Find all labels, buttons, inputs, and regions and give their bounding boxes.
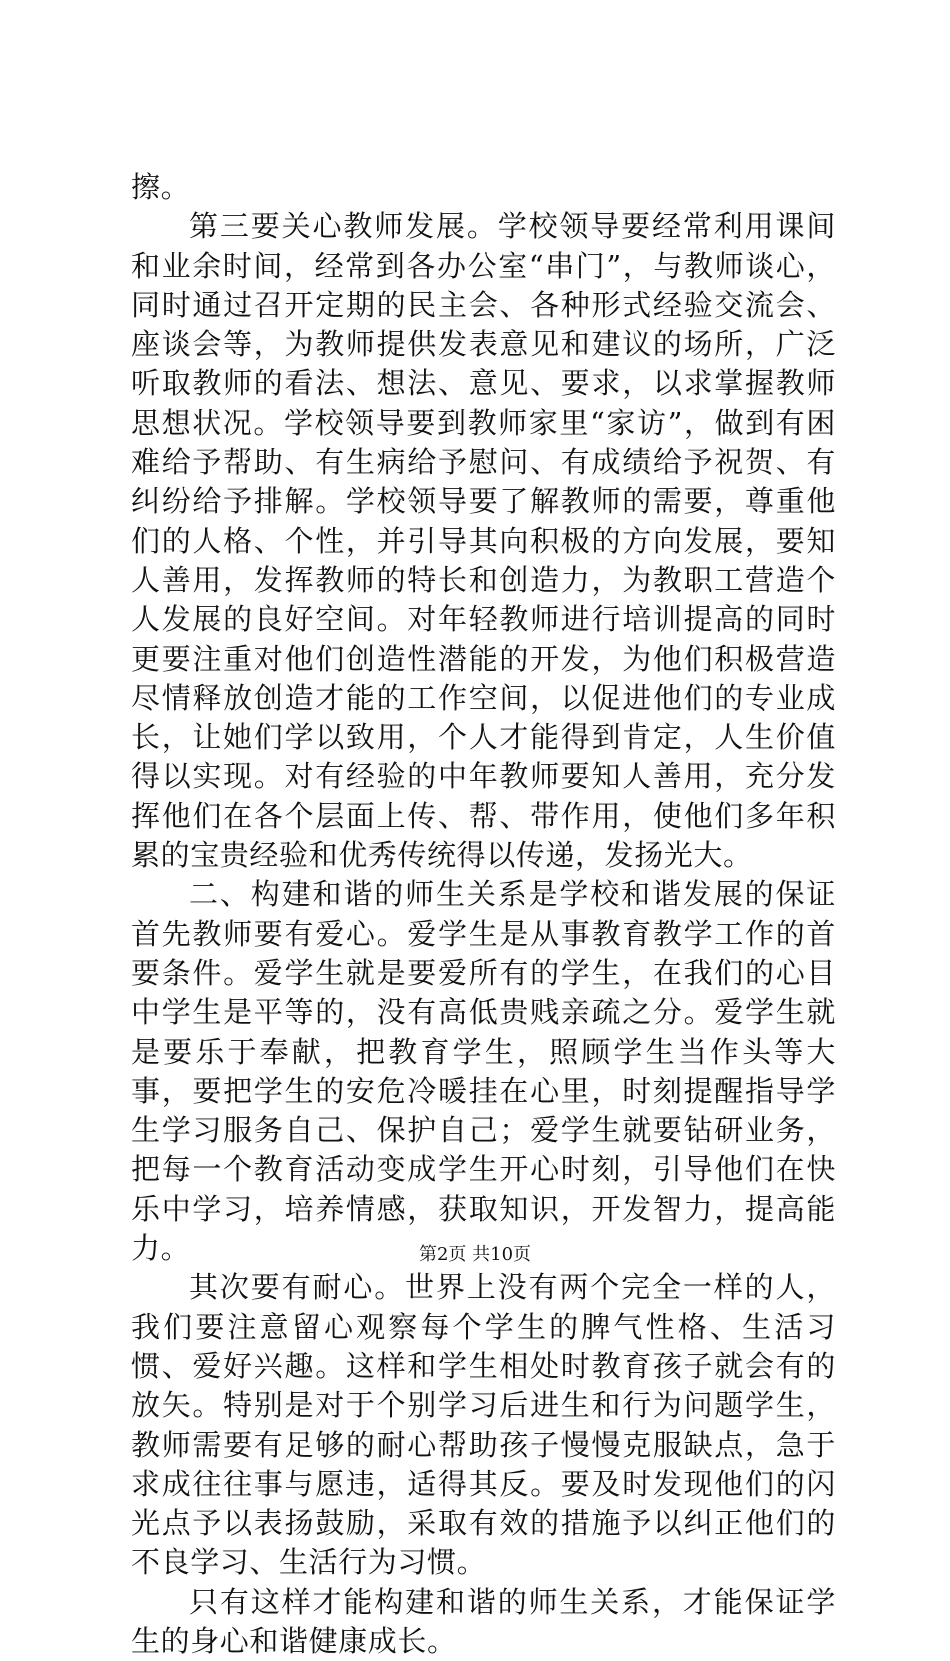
paragraph-patience: 其次要有耐心。世界上没有两个完全一样的人，我们要注意留心观察每个学生的脾气性格、生活习惯、爱好兴趣。这样和学生相处时教育孩子就会有的放矢。特别是对于个别学习后进生和行为问题学生，教师需要有足够的耐心帮助孩子慢慢克服缺点，急于求成往往事与愿违，适得其反。要及时发现他们的闪光点予以表扬鼓励，采取有效的措施予以纠正他们的不良学习、生活行为习惯。 <box>131 1270 836 1580</box>
document-body <box>131 168 836 1661</box>
paragraph-teacher-student-relationship: 二、构建和谐的师生关系是学校和谐发展的保证首先教师要有爱心。爱学生是从事教育教学工作的首要条件。爱学生就是要爱所有的学生，在我们的心目中学生是平等的，没有高低贵贱亲疏之分。爱学生就是要乐于奉献，把教育学生，照顾学生当作头等大事，要把学生的安危冷暖挂在心里，时刻提醒指导学生学习服务自己、保护自己；爱学生就要钻研业务，把每一个教育活动变成学生开心时刻，引导他们在快乐中学习，培养情感，获取知识，开发智力，提高能力。 <box>131 877 836 1266</box>
page-number-footer: 第2页 共10页 <box>418 1244 532 1265</box>
paragraph-teacher-development: 第三要关心教师发展。学校领导要经常利用课间和业余时间，经常到各办公室“串门”，与教师谈心，同时通过召开定期的民主会、各种形式经验交流会、座谈会等，为教师提供发表意见和建议的场所，广泛听取教师的看法、想法、意见、要求，以求掌握教师思想状况。学校领导要到教师家里“家访”，做到有困难给予帮助、有生病给予慰问、有成绩给予祝贺、有纠纷给予排解。学校领导要了解教师的需要，尊重他们的人格、个性，并引导其向积极的方向发展，要知人善用，发挥教师的特长和创造力，为教职工营造个人发展的良好空间。对年轻教师进行培训提高的同时更要注重对他们创造性潜能的开发，为他们积极营造尽情释放创造才能的工作空间，以促进他们的专业成长，让她们学以致用，个人才能得到肯定，人生价值得以实现。对有经验的中年教师要知人善用，充分发挥他们在各个层面上传、帮、带作用，使他们多年积累的宝贵经验和优秀传统得以传递，发扬光大。 <box>131 209 836 873</box>
paragraph-conclusion: 只有这样才能构建和谐的师生关系，才能保证学生的身心和谐健康成长。 <box>131 1584 836 1658</box>
paragraph-continuation: 擦。 <box>131 170 191 204</box>
